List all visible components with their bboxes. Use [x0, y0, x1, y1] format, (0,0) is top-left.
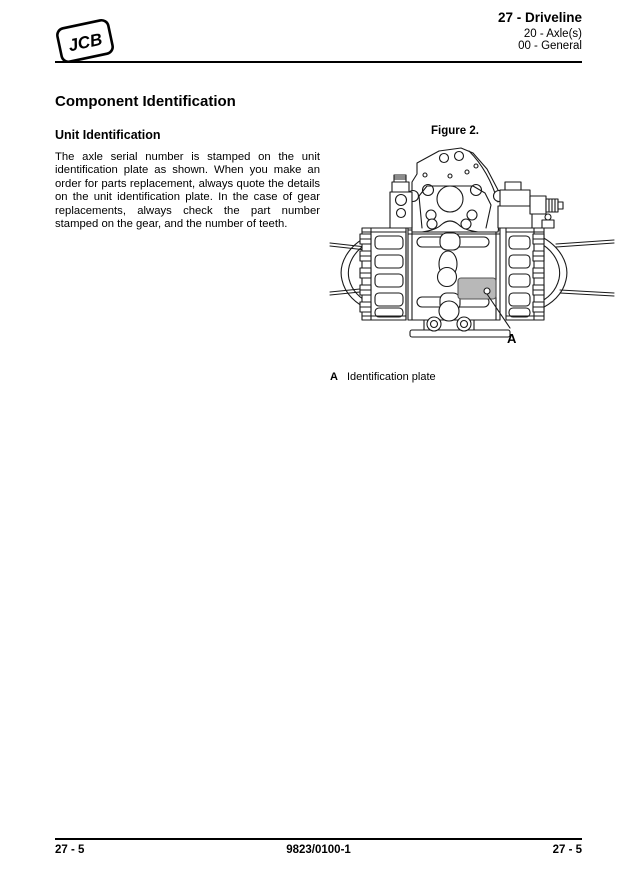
callout-a-label: A — [507, 331, 517, 346]
figure-caption: Figure 2. — [431, 125, 479, 137]
footer-page-number-left: 27 - 5 — [55, 844, 85, 856]
gear-housing — [408, 148, 505, 232]
right-axle-spokes — [556, 240, 614, 296]
figure-legend — [330, 371, 436, 383]
footer-publication-number: 9823/0100-1 — [286, 844, 351, 856]
right-drum — [506, 214, 554, 320]
header-subsection-2: 00 - General — [518, 40, 582, 53]
left-drum — [360, 228, 406, 320]
footer-rule — [55, 838, 582, 840]
legend-text: Identification plate — [346, 371, 436, 383]
body-paragraph: The axle serial number is stamped on the unit identification plate as shown. When you make an order for parts replacement, always quote the details on the unit identification plate. In the case of gear replacements, always check the part number stamped on the gear, and the number of teeth. — [55, 151, 320, 231]
jcb-logo — [48, 10, 122, 68]
header-subsection-1: 20 - Axle(s) — [523, 28, 582, 41]
section-heading: Unit Identification — [55, 128, 161, 142]
header-section: 27 - Driveline — [497, 10, 582, 25]
jcb-logo-text: JCB — [66, 29, 104, 56]
page-footer — [55, 844, 582, 856]
identification-plate — [458, 278, 496, 299]
footer-page-number-right: 27 - 5 — [552, 844, 582, 856]
page-title: Component Identification — [55, 93, 236, 110]
legend-key: A — [330, 371, 338, 383]
left-bracket-fitting — [390, 175, 412, 228]
header-rule — [55, 61, 582, 63]
page-header — [498, 11, 582, 52]
axle-technical-drawing — [326, 142, 618, 360]
breather-nub — [545, 214, 551, 220]
